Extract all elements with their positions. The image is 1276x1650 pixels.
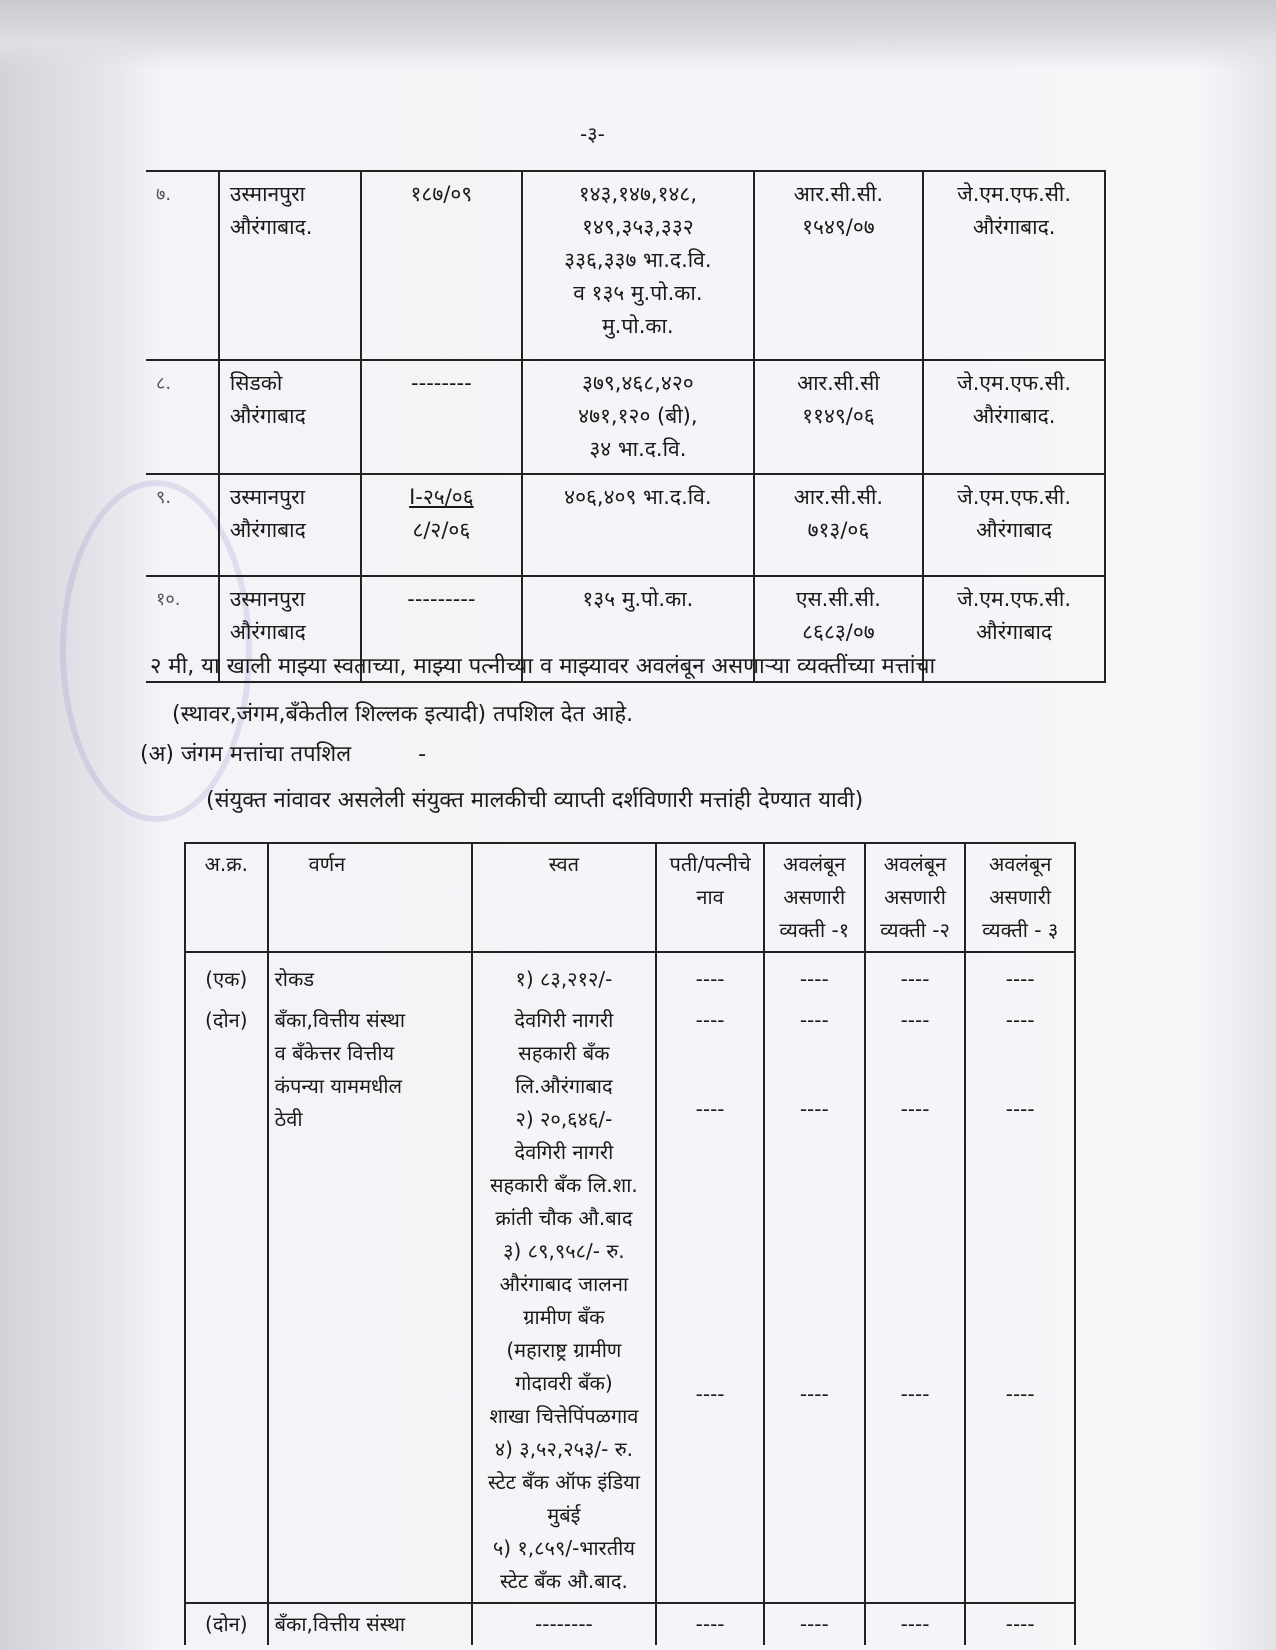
cash-dep2: ---- xyxy=(865,952,966,1000)
bank-desc-l2: व बँकेत्तर वित्तीय xyxy=(274,1041,395,1065)
case-serial xyxy=(146,171,219,360)
case-fir-number-line: -------- xyxy=(411,371,472,395)
bank-self-line: शाखा चित्तेपिंपळगाव xyxy=(489,1404,639,1428)
bank-self-line: ग्रामीण बँक xyxy=(523,1305,605,1329)
case-sections-line: १३५ मु.पो.का. xyxy=(582,587,694,611)
case-court-line: जे.एम.एफ.सी. xyxy=(957,485,1072,509)
bank2-spouse: ---- xyxy=(656,1603,764,1645)
bank-spouse xyxy=(656,1000,764,1603)
case-court-case-number-line: ७१३/०६ xyxy=(807,518,870,542)
bank-dep3-dash-1: ---- xyxy=(1005,1008,1035,1032)
criminal-cases-table xyxy=(146,170,1106,683)
header-desc: वर्णन xyxy=(268,843,472,952)
case-court-case-number-line: आर.सी.सी. xyxy=(793,485,884,509)
bank-spouse-dash-2: ---- xyxy=(695,1097,725,1121)
case-sections xyxy=(522,360,753,474)
cash-desc: रोकड xyxy=(268,952,472,1000)
bank-dep2 xyxy=(865,1000,966,1603)
bank-dep1 xyxy=(764,1000,865,1603)
case-sections-line: ४७१,१२० (बी), xyxy=(578,404,698,428)
case-serial-line: १०. xyxy=(156,589,181,610)
case-court xyxy=(923,171,1105,360)
case-sections-line: मु.पो.का. xyxy=(602,314,674,338)
bank-sr: (दोन) xyxy=(185,1000,268,1603)
header-dep3-l3: व्यक्ती - ३ xyxy=(982,918,1059,942)
case-court-case-number xyxy=(754,474,924,576)
case-court-line: औरंगाबाद. xyxy=(972,215,1056,239)
heading-dash: - xyxy=(418,742,427,767)
bank-desc-l1: बँका,वित्तीय संस्था xyxy=(274,1008,406,1032)
case-police-station-line: औरंगाबाद xyxy=(229,518,306,542)
case-serial-line: ८. xyxy=(156,373,172,394)
bank-dep2-dash-3: ---- xyxy=(900,1382,930,1406)
case-fir-number xyxy=(361,360,523,474)
case-court-line: औरंगाबाद. xyxy=(972,404,1056,428)
header-dep2-l3: व्यक्ती -२ xyxy=(880,918,950,942)
case-police-station xyxy=(219,360,361,474)
case-serial xyxy=(146,360,219,474)
bank-dep3 xyxy=(965,1000,1075,1603)
header-spouse xyxy=(656,843,764,952)
bank-spouse-dash-3: ---- xyxy=(695,1382,725,1406)
case-fir-number xyxy=(361,171,523,360)
case-court-line: जे.एम.एफ.सी. xyxy=(957,182,1072,206)
bank-self-line: सहकारी बँक लि.शा. xyxy=(490,1173,638,1197)
case-police-station-line: उस्मानपुरा xyxy=(229,587,306,611)
bank-self-line: ५) १,८५९/-भारतीय xyxy=(492,1536,635,1560)
case-court-line: जे.एम.एफ.सी. xyxy=(957,587,1072,611)
case-court-case-number-line: ११४९/०६ xyxy=(802,404,875,428)
cash-dep1: ---- xyxy=(764,952,865,1000)
bank-self-line: सहकारी बँक xyxy=(518,1041,610,1065)
case-serial-line: ७. xyxy=(156,184,172,205)
header-dep1 xyxy=(764,843,865,952)
case-row xyxy=(146,171,1105,360)
case-serial xyxy=(146,474,219,576)
binding-shadow xyxy=(0,0,1276,70)
case-court-case-number-line: आर.सी.सी. xyxy=(793,182,884,206)
case-fir-number-line: I-२५/०६ xyxy=(409,485,474,509)
bank-desc xyxy=(268,1000,472,1603)
bank-self-line: २) २०,६४६/- xyxy=(515,1107,613,1131)
case-fir-number-line: १८७/०९ xyxy=(410,182,473,206)
header-dep3-l1: अवलंबून xyxy=(988,852,1052,876)
bank-desc-l4: ठेवी xyxy=(274,1107,303,1131)
header-dep3 xyxy=(965,843,1075,952)
header-dep2 xyxy=(865,843,966,952)
case-police-station xyxy=(219,171,361,360)
case-court-case-number-line: १५४९/०७ xyxy=(802,215,875,239)
case-fir-number xyxy=(361,474,523,576)
case-court-case-number-line: एस.सी.सी. xyxy=(795,587,881,611)
case-sections-line: ३३६,३३७ भा.द.वि. xyxy=(564,248,712,272)
case-court xyxy=(923,576,1105,682)
case-sections-line: १४३,१४७,१४८, xyxy=(578,182,698,206)
header-dep2-l2: असणारी xyxy=(884,885,946,909)
case-court-case-number xyxy=(754,360,924,474)
bank-self-line: (महाराष्ट्र ग्रामीण xyxy=(506,1338,622,1362)
case-sections xyxy=(522,474,753,576)
bank-dep2-dash-2: ---- xyxy=(900,1097,930,1121)
bank-self-line: देवगिरी नागरी xyxy=(514,1140,614,1164)
bank2-sr: (दोन) xyxy=(185,1603,268,1645)
case-serial-line: ९. xyxy=(156,487,172,508)
case-court-line: औरंगाबाद xyxy=(976,518,1053,542)
declaration-line-2: (स्थावर,जंगम,बँकेतील शिल्लक इत्यादी) तपशिल देत आहे. xyxy=(172,702,634,727)
case-row xyxy=(146,360,1105,474)
header-sr: अ.क्र. xyxy=(185,843,268,952)
page-number: -३- xyxy=(580,122,605,146)
case-court-line: औरंगाबाद xyxy=(976,620,1053,644)
header-self: स्वत xyxy=(472,843,657,952)
case-sections-line: ४०६,४०९ भा.द.वि. xyxy=(564,485,712,509)
bank-self-line: क्रांती चौक औ.बाद xyxy=(495,1206,633,1230)
case-sections-line: ३४ भा.द.वि. xyxy=(589,437,687,461)
bank-dep1-dash-2: ---- xyxy=(799,1097,829,1121)
case-sections-line: १४९,३५३,३३२ xyxy=(582,215,694,239)
case-row xyxy=(146,474,1105,576)
bank-self-line: ४) ३,५२,२५३/- रु. xyxy=(494,1437,634,1461)
asset-row-bank-2 xyxy=(185,1603,1075,1645)
bank2-dep1: ---- xyxy=(764,1603,865,1645)
bank-desc-l3: कंपन्या याममधील xyxy=(274,1074,403,1098)
case-police-station-line: औरंगाबाद. xyxy=(229,215,313,239)
header-spouse-l2: नाव xyxy=(696,885,724,909)
bank2-dep3: ---- xyxy=(965,1603,1075,1645)
case-police-station-line: औरंगाबाद xyxy=(229,620,306,644)
bank2-dep2: ---- xyxy=(865,1603,966,1645)
bank-self-line: औरंगाबाद जालना xyxy=(499,1272,629,1296)
case-fir-number-line: --------- xyxy=(407,587,476,611)
bank2-self: -------- xyxy=(472,1603,657,1645)
assets-header-row xyxy=(185,843,1075,952)
case-sections xyxy=(522,171,753,360)
bank-self-line: लि.औरंगाबाद xyxy=(515,1074,613,1098)
movable-assets-title: (अ) जंगम मत्तांचा तपशिल xyxy=(140,742,352,767)
header-spouse-l1: पती/पत्नीचे xyxy=(669,852,751,876)
case-court xyxy=(923,474,1105,576)
asset-row-cash xyxy=(185,952,1075,1000)
header-dep1-l1: अवलंबून xyxy=(783,852,846,876)
case-sections-line: व १३५ मु.पो.का. xyxy=(573,281,703,305)
movable-assets-table xyxy=(184,842,1076,1645)
case-court xyxy=(923,360,1105,474)
bank-self-line: गोदावरी बँक) xyxy=(515,1371,613,1395)
case-court-case-number-line: ८६८३/०७ xyxy=(802,620,875,644)
cash-spouse: ---- xyxy=(656,952,764,1000)
bank-self-line: ३) ८९,९५८/- रु. xyxy=(503,1239,625,1263)
bank-dep2-dash-1: ---- xyxy=(900,1008,930,1032)
bank-dep3-dash-2: ---- xyxy=(1005,1097,1035,1121)
header-dep2-l1: अवलंबून xyxy=(883,852,947,876)
case-police-station-line: उस्मानपुरा xyxy=(229,182,306,206)
header-dep1-l3: व्यक्ती -१ xyxy=(779,918,850,942)
bank-self-line: स्टेट बँक ऑफ इंडिया xyxy=(487,1470,640,1494)
declaration-line-1: २ मी, या खाली माझ्या स्वताच्या, माझ्या पत्नीच्या व माझ्यावर अवलंबून असणाऱ्या व्यक्तींच्या मत्तांचा xyxy=(150,654,936,679)
case-sections-line: ३७९,४६८,४२० xyxy=(582,371,694,395)
bank-self-line: स्टेट बँक औ.बाद. xyxy=(499,1569,628,1593)
joint-ownership-note: (संयुक्त नांवावर असलेली संयुक्त मालकीची व्याप्ती दर्शविणारी मत्तांही देण्यात यावी) xyxy=(206,788,864,813)
case-police-station-line: सिडको xyxy=(229,371,283,395)
cash-dep3: ---- xyxy=(965,952,1075,1000)
asset-row-bank xyxy=(185,1000,1075,1603)
case-fir-number-line: ८/२/०६ xyxy=(412,518,471,542)
bank-dep3-dash-3: ---- xyxy=(1005,1382,1035,1406)
bank-dep1-dash-1: ---- xyxy=(799,1008,829,1032)
bank-dep1-dash-3: ---- xyxy=(799,1382,829,1406)
cash-sr: (एक) xyxy=(185,952,268,1000)
case-police-station-line: औरंगाबाद xyxy=(229,404,306,428)
bank2-desc: बँका,वित्तीय संस्था xyxy=(268,1603,472,1645)
case-court-line: जे.एम.एफ.सी. xyxy=(957,371,1072,395)
case-court-case-number-line: आर.सी.सी xyxy=(797,371,880,395)
bank-self xyxy=(472,1000,657,1603)
bank-self-line: देवगिरी नागरी xyxy=(514,1008,614,1032)
movable-assets-heading xyxy=(140,740,426,770)
header-dep1-l2: असणारी xyxy=(783,885,846,909)
case-court-case-number xyxy=(754,171,924,360)
bank-self-line: मुबंई xyxy=(547,1503,581,1527)
case-police-station xyxy=(219,474,361,576)
header-dep3-l2: असणारी xyxy=(989,885,1052,909)
bank-spouse-dash-1: ---- xyxy=(695,1008,725,1032)
cash-self: १) ८३,२१२/- xyxy=(472,952,657,1000)
case-police-station-line: उस्मानपुरा xyxy=(229,485,306,509)
